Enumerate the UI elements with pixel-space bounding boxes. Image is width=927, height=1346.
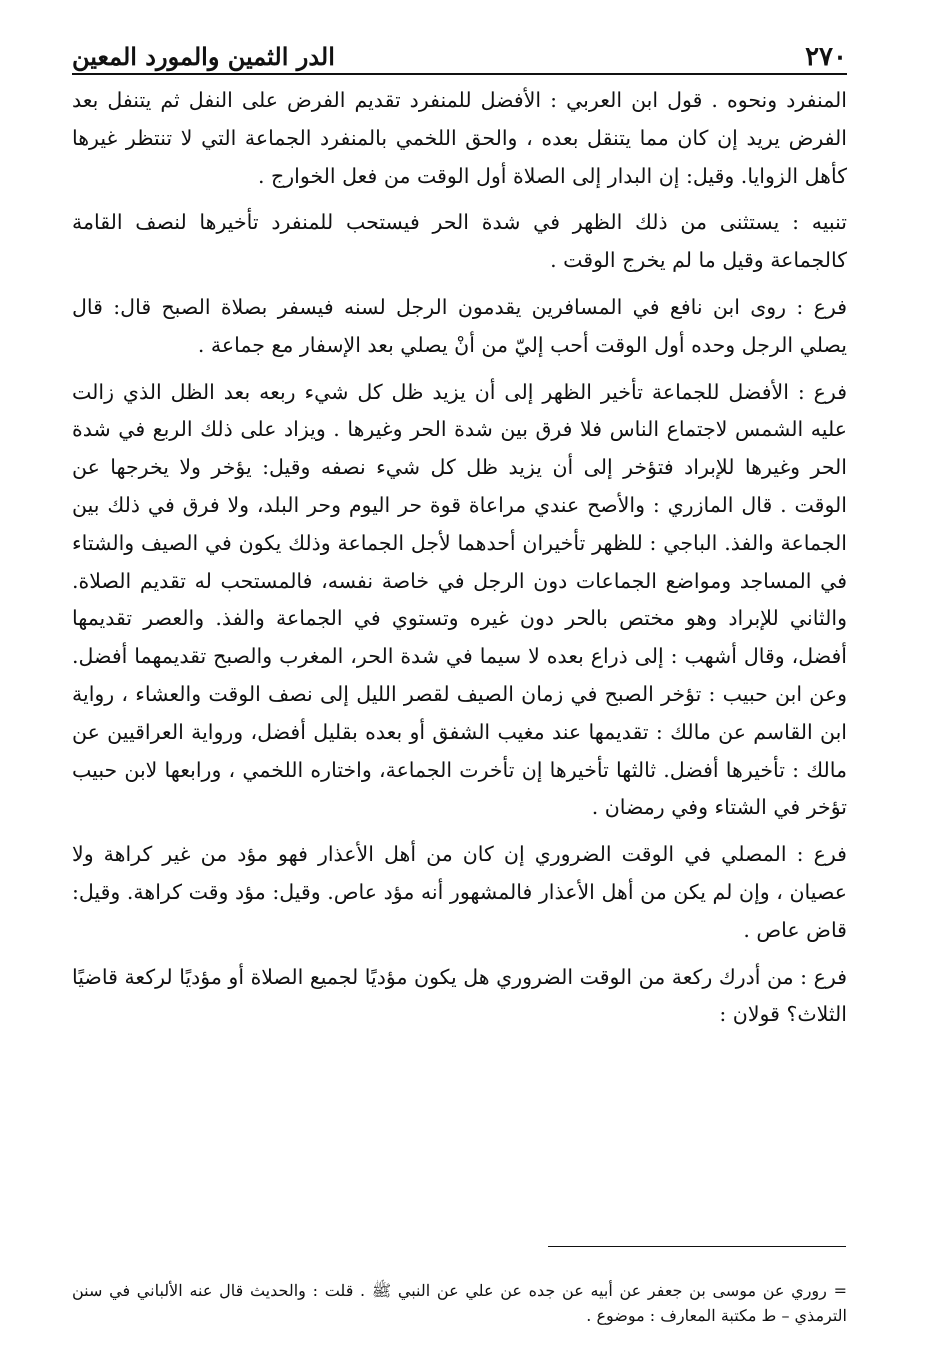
- paragraph: فرع : المصلي في الوقت الضروري إن كان من أهل الأعذار فهو مؤد من غير كراهة ولا عصيان ، وإن لم يكن من أهل الأعذار فالمشهور أنه مؤد عاص. وقيل: مؤد وقت كراهة. وقيل: قاض عاص .: [72, 842, 847, 942]
- footnote: = روري عن موسى بن جعفر عن أبيه عن جده عن علي عن النبي ﷺ . قلت : والحديث قال عنه الألباني في سنن الترمذي – ط مكتبة المعارف : موضوع .: [72, 1281, 848, 1325]
- paragraph: تنبيه : يستثنى من ذلك الظهر في شدة الحر فيستحب للمنفرد تأخيرها لنصف القامة كالجماعة وقيل ما لم يخرج الوقت .: [72, 210, 847, 273]
- header-rule: [72, 73, 847, 75]
- body-text: [72, 82, 847, 1043]
- footnote-rule: [548, 1246, 846, 1247]
- paragraph: فرع : روى ابن نافع في المسافرين يقدمون الرجل لسنه فيسفر بصلاة الصبح قال: قال يصلي الرجل وحده أول الوقت أحب إليّ من أنْ يصلي بعد الإسفار مع جماعة .: [72, 294, 847, 357]
- page-number: ٢٧٠: [805, 42, 847, 72]
- page-header: [72, 36, 847, 72]
- running-title: الدر الثمين والمورد المعين: [72, 42, 335, 71]
- paragraph: المنفرد ونحوه . قول ابن العربي : الأفضل للمنفرد تقديم الفرض على النفل ثم يتنفل بعد الفرض يريد إن كان مما يتنقل بعده ، والحق اللخمي بالمنفرد الجماعة التي لا تنتظر غيرها كأهل الزوايا. وقيل: إن البدار إلى الصلاة أول الوقت من فعل الخوارج .: [72, 88, 847, 188]
- paragraph: فرع : من أدرك ركعة من الوقت الضروري هل يكون مؤديًا لجميع الصلاة أو مؤديًا لركعة قاضيًا الثلاث؟ قولان :: [72, 964, 847, 1027]
- paragraph: فرع : الأفضل للجماعة تأخير الظهر إلى أن يزيد ظل كل شيء ربعه بعد الظل الذي زالت عليه الشمس لاجتماع الناس فلا فرق بين شدة الحر وغيرها . ويزاد على ذلك الربع في شدة الحر وغيرها للإبراد فتؤخر إلى أن يزيد ظل كل شيء نصفه وقيل: يؤخر ولا يخرجها عن الوقت . قال المازري : والأصح عندي مراعاة قوة حر اليوم وحر البلد، ولا فرق في ذلك بين الجماعة والفذ. الباجي : للظهر تأخيران أحدهما لأجل الجماعة وذلك يكون في الصيف والشتاء في المساجد ومواضع الجماعات دون الرجل في خاصة نفسه، فالمستحب له تقديم الصلاة. والثاني للإبراد وهو مختص بالحر دون غيره وتستوي في الجماعة والفذ. والعصر تقديمها أفضل، وقال أشهب : إلى ذراع بعده لا سيما في شدة الحر، المغرب والصبح تقديمهما أفضل. وعن ابن حبيب : تؤخر الصبح في زمان الصيف لقصر الليل إلى نصف الوقت والعشاء ، رواية ابن القاسم عن مالك : تقديمها عند مغيب الشفق أو بعده بقليل أفضل، ورواية العراقيين عن مالك : تأخيرها أفضل. ثالثها تأخيرها إن تأخرت الجماعة، واختاره اللخمي ، ورابعها لابن حبيب تؤخر في الشتاء وفي رمضان .: [72, 379, 848, 820]
